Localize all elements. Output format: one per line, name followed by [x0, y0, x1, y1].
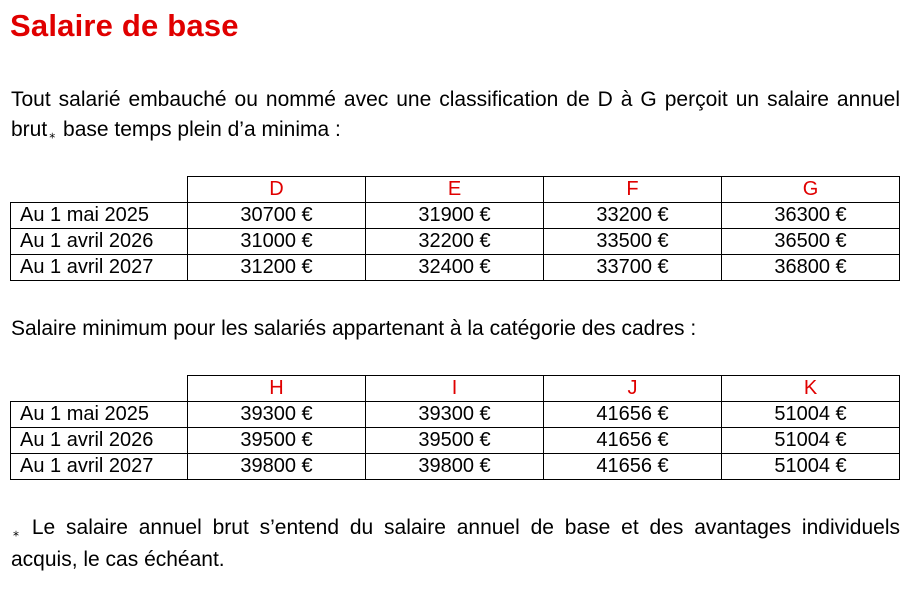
salary-cell: 31000 €: [188, 229, 366, 255]
salary-cell: 41656 €: [544, 454, 722, 480]
footnote-marker: ⁎: [13, 525, 19, 539]
salary-cell: 51004 €: [722, 402, 900, 428]
column-header: F: [544, 177, 722, 203]
salary-cell: 31200 €: [188, 255, 366, 281]
salary-cell: 36500 €: [722, 229, 900, 255]
table-header-row: [11, 177, 900, 203]
salary-cell: 51004 €: [722, 428, 900, 454]
footnote-marker: ⁎: [49, 127, 56, 141]
row-label: Au 1 mai 2025: [11, 402, 188, 428]
intro-text: Tout salarié embauché ou nommé avec une classification de D à G perçoit un salaire annuel brut: [11, 88, 900, 141]
salary-cell: 41656 €: [544, 402, 722, 428]
salary-cell: 32200 €: [366, 229, 544, 255]
table-row: [11, 229, 900, 255]
table-header-row: [11, 376, 900, 402]
salary-cell: 33500 €: [544, 229, 722, 255]
column-header: D: [188, 177, 366, 203]
page-title: Salaire de base: [10, 8, 239, 43]
column-header: I: [366, 376, 544, 402]
salary-cell: 51004 €: [722, 454, 900, 480]
column-header: G: [722, 177, 900, 203]
salary-cell: 39300 €: [366, 402, 544, 428]
salary-cell: 41656 €: [544, 428, 722, 454]
salary-cell: 39500 €: [188, 428, 366, 454]
table-row: [11, 255, 900, 281]
column-header: J: [544, 376, 722, 402]
row-label: Au 1 avril 2027: [11, 255, 188, 281]
row-label: Au 1 avril 2026: [11, 428, 188, 454]
row-label: Au 1 avril 2026: [11, 229, 188, 255]
table-corner-cell: [11, 177, 188, 203]
column-header: H: [188, 376, 366, 402]
salary-cell: 31900 €: [366, 203, 544, 229]
salary-cell: 39500 €: [366, 428, 544, 454]
cadres-paragraph: Salaire minimum pour les salariés appartenant à la catégorie des cadres :: [11, 317, 697, 340]
row-label: Au 1 mai 2025: [11, 203, 188, 229]
table-row: [11, 203, 900, 229]
salary-table-cadres: [10, 375, 900, 480]
row-label: Au 1 avril 2027: [11, 454, 188, 480]
salary-cell: 33200 €: [544, 203, 722, 229]
salary-cell: 30700 €: [188, 203, 366, 229]
table-corner-cell: [11, 376, 188, 402]
salary-table-d-g: [10, 176, 900, 281]
table-row: [11, 402, 900, 428]
footnote-text: Le salaire annuel brut s’entend du salaire annuel de base et des avantages individuels acquis, le cas échéant.: [11, 516, 900, 571]
footnote-paragraph: [11, 513, 900, 575]
salary-cell: 33700 €: [544, 255, 722, 281]
table-row: [11, 454, 900, 480]
intro-text-end: base temps plein d’a minima :: [57, 118, 341, 141]
table-row: [11, 428, 900, 454]
salary-cell: 39300 €: [188, 402, 366, 428]
salary-cell: 36300 €: [722, 203, 900, 229]
column-header: K: [722, 376, 900, 402]
salary-cell: 32400 €: [366, 255, 544, 281]
salary-cell: 36800 €: [722, 255, 900, 281]
intro-paragraph: [11, 85, 900, 147]
salary-cell: 39800 €: [366, 454, 544, 480]
salary-cell: 39800 €: [188, 454, 366, 480]
column-header: E: [366, 177, 544, 203]
